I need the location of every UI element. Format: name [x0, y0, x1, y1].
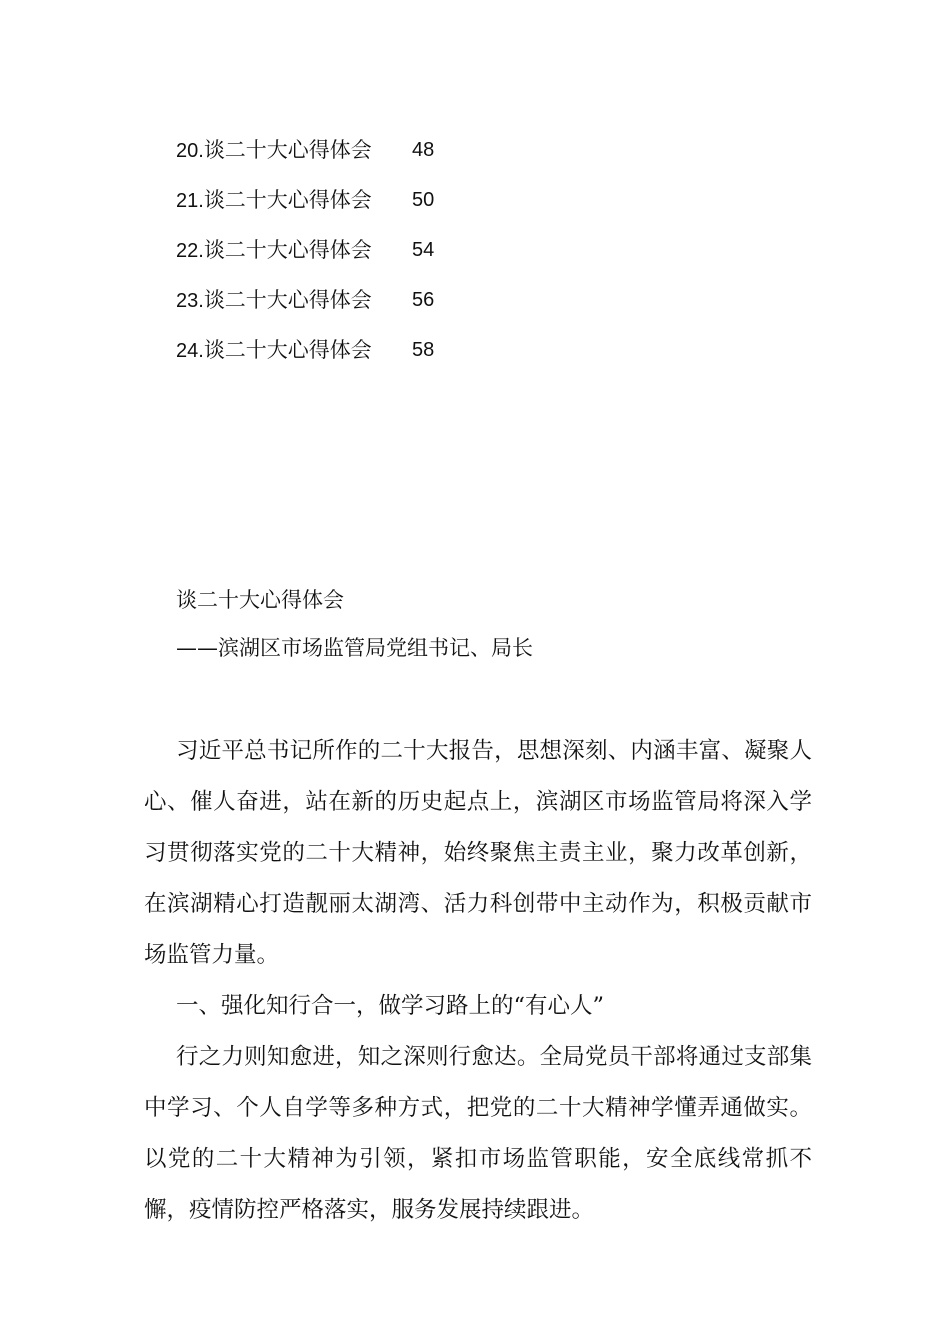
- toc-entry[interactable]: [176, 333, 434, 383]
- toc-entry-title: [176, 233, 412, 283]
- toc-entry[interactable]: [176, 283, 434, 333]
- toc-entry-number: 21.: [176, 190, 204, 212]
- toc-entry-number: 20.: [176, 140, 204, 162]
- article-byline: ——滨湖区市场监管局党组书记、局长: [176, 636, 533, 660]
- toc-entry-page: 54: [412, 239, 435, 261]
- toc-entry-label: 谈二十大心得体会: [203, 238, 372, 262]
- body-paragraph: 行之力则知愈进，知之深则行愈达。全局党员干部将通过支部集中学习、个人自学等多种方式，把党的二十大精神学懂弄通做实。以党的二十大精神为引领，紧扣市场监管职能，安全底线常抓不懈，疫情防控严格落实，服务发展持续跟进。: [144, 1044, 812, 1223]
- toc-entry-title: [176, 183, 412, 233]
- toc-entry-label: 谈二十大心得体会: [203, 288, 372, 312]
- toc-entry-title: [176, 133, 412, 183]
- toc-entry-title: [176, 283, 412, 333]
- toc-entry[interactable]: [176, 133, 434, 183]
- toc-entry[interactable]: [176, 233, 434, 283]
- article-title: 谈二十大心得体会: [176, 588, 344, 612]
- toc-entry-number: 24.: [176, 340, 204, 362]
- toc-entry-label: 谈二十大心得体会: [203, 138, 372, 162]
- toc-entry-page: 56: [412, 289, 435, 311]
- toc-entry-page: 50: [412, 189, 435, 211]
- toc-entry-page: 58: [412, 339, 435, 361]
- table-of-contents: [176, 133, 434, 383]
- toc-entry-title: [176, 333, 412, 383]
- body-paragraph: 习近平总书记所作的二十大报告，思想深刻、内涵丰富、凝聚人心、催人奋进，站在新的历史起点上，滨湖区市场监管局将深入学习贯彻落实党的二十大精神，始终聚焦主责主业，聚力改革创新，在滨湖精心打造靓丽太湖湾、活力科创带中主动作为，积极贡献市场监管力量。: [144, 738, 812, 968]
- section-heading: 一、强化知行合一，做学习路上的“有心人”: [176, 993, 605, 1019]
- toc-entry-number: 22.: [176, 240, 204, 262]
- toc-entry-page: 48: [412, 139, 435, 161]
- toc-entry-label: 谈二十大心得体会: [203, 188, 372, 212]
- toc-entry-number: 23.: [176, 290, 204, 312]
- toc-entry[interactable]: [176, 183, 434, 233]
- toc-entry-label: 谈二十大心得体会: [203, 338, 372, 362]
